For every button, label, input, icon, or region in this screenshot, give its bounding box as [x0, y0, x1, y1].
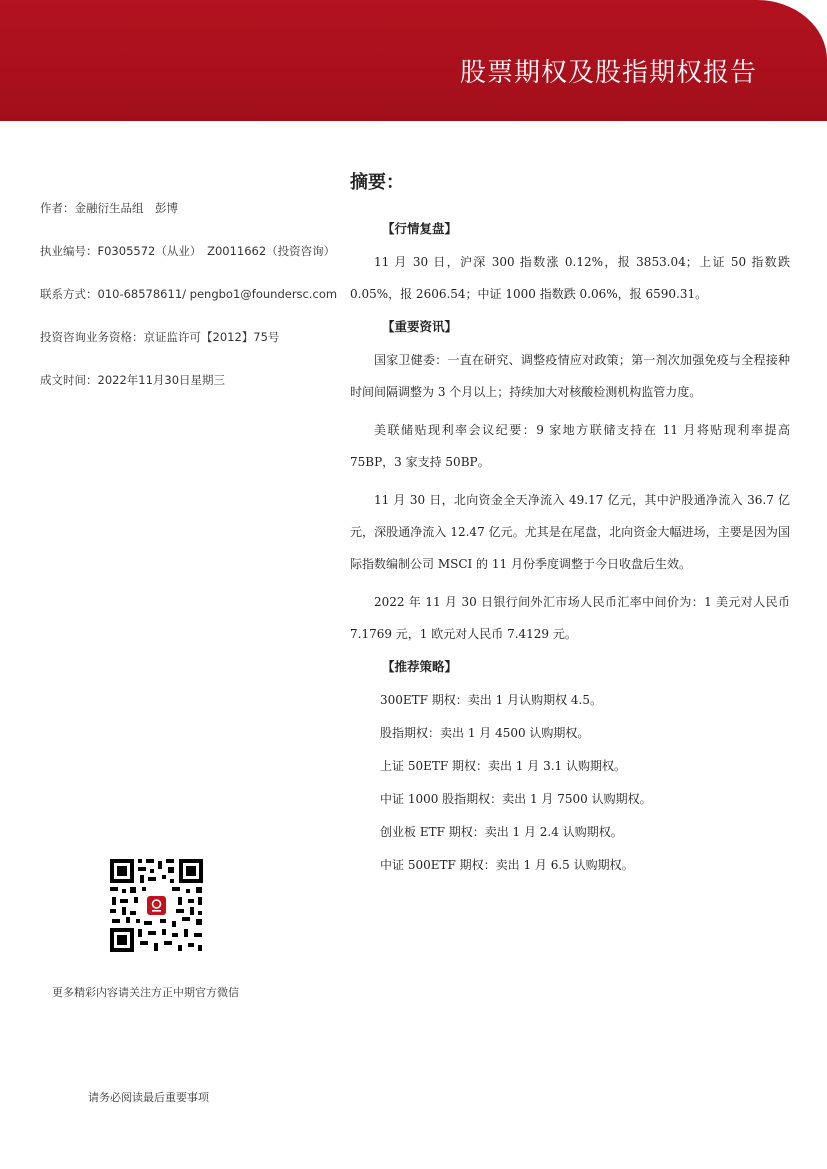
license-number-line: 执业编号：F0305572（从业） Z0011662（投资咨询） [40, 244, 336, 258]
disclaimer-note: 请务必阅读最后重要事项 [88, 1091, 209, 1104]
strategy-item: 股指期权：卖出 1 月 4500 认购期权。 [380, 726, 590, 740]
strategy-item: 创业板 ETF 期权：卖出 1 月 2.4 认购期权。 [380, 825, 623, 839]
header-banner [0, 0, 827, 121]
author-line: 作者：金融衍生品组 彭博 [40, 201, 178, 215]
news-paragraph: 11 月 30 日，北向资金全天净流入 49.17 亿元，其中沪股通净流入 36.7 亿元，深股通净流入 12.47 亿元。尤其是在尾盘，北向资金大幅进场，主要是因为国际指数编制公司 MSCI 的 11 月份季度调整于今日收盘后生效。 [350, 493, 790, 571]
date-line: 成文时间：2022年11月30日星期三 [40, 373, 226, 387]
abstract-section [350, 160, 790, 882]
market-review-heading: 【行情复盘】 [382, 221, 458, 236]
strategy-heading: 【推荐策略】 [382, 659, 458, 674]
contact-line: 联系方式：010-68578611/ pengbo1@foundersc.com [40, 287, 338, 301]
qualification-line: 投资咨询业务资格：京证监许可【2012】75号 [40, 330, 280, 344]
wechat-qr-code [108, 857, 205, 954]
strategy-item: 300ETF 期权：卖出 1 月认购期权 4.5。 [380, 693, 602, 707]
news-paragraph: 国家卫健委：一直在研究、调整疫情应对政策；第一剂次加强免疫与全程接种时间间隔调整为 3 个月以上；持续加大对核酸检测机构监管力度。 [350, 353, 790, 399]
news-paragraph: 美联储贴现利率会议纪要：9 家地方联储支持在 11 月将贴现利率提高 75BP，3 家支持 50BP。 [350, 423, 790, 469]
report-title: 股票期权及股指期权报告 [459, 58, 757, 88]
market-review-paragraph: 11 月 30 日，沪深 300 指数涨 0.12%，报 3853.04；上证 50 指数跌 0.05%，报 2606.54；中证 1000 指数跌 0.06%，报 6590.31。 [350, 255, 790, 301]
qr-caption: 更多精彩内容请关注方正中期官方微信 [52, 986, 239, 999]
news-paragraph: 2022 年 11 月 30 日银行间外汇市场人民币汇率中间价为：1 美元对人民币 7.1769 元，1 欧元对人民币 7.4129 元。 [350, 595, 790, 641]
strategy-item: 中证 1000 股指期权：卖出 1 月 7500 认购期权。 [380, 792, 652, 806]
strategy-item: 上证 50ETF 期权：卖出 1 月 3.1 认购期权。 [380, 759, 626, 773]
qr-code-icon [108, 857, 205, 954]
strategy-item: 中证 500ETF 期权：卖出 1 月 6.5 认购期权。 [380, 858, 634, 872]
news-heading: 【重要资讯】 [382, 319, 458, 334]
abstract-title: 摘要： [350, 172, 404, 193]
author-info [40, 200, 340, 415]
